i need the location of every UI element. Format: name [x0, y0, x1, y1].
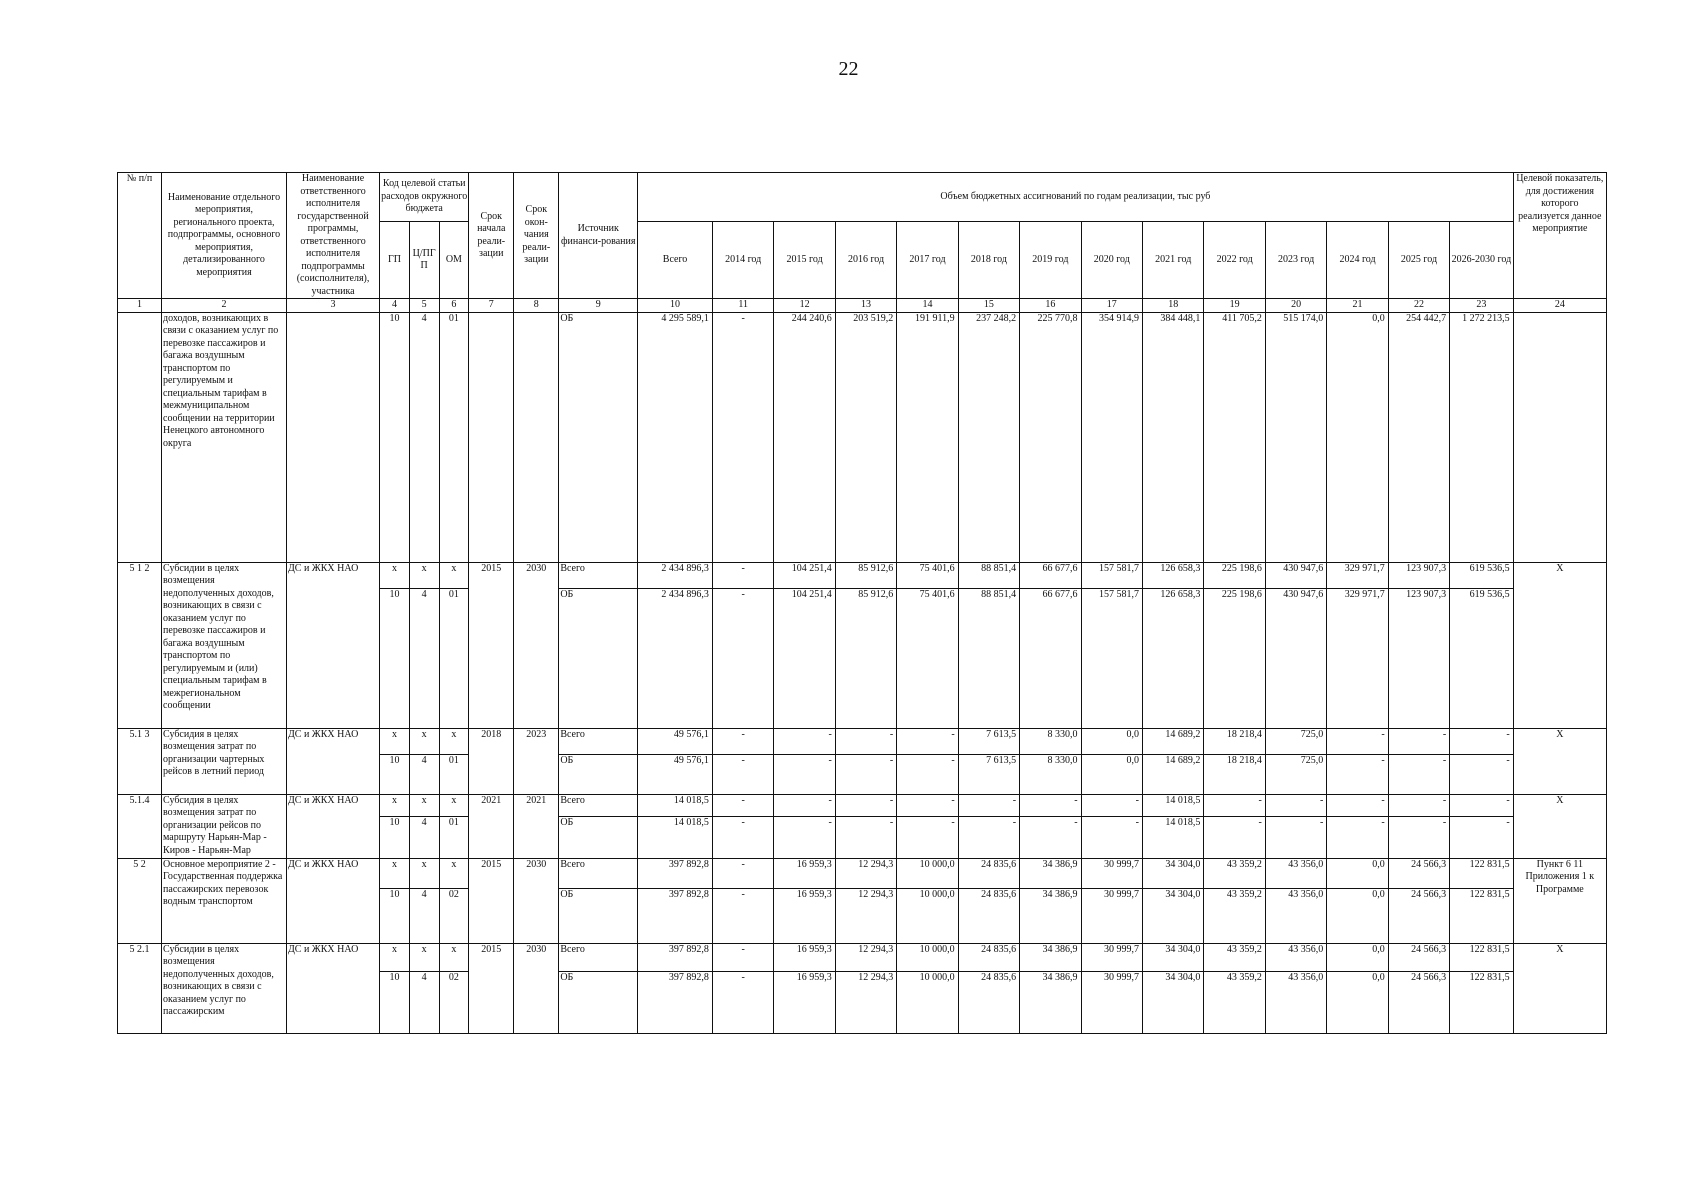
table-row	[118, 312, 1607, 562]
year-value-cell: 43 359,2	[1204, 888, 1265, 943]
year-value-cell: 203 519,2	[835, 312, 896, 562]
column-number: 4	[380, 299, 410, 313]
year-value-cell: -	[774, 728, 835, 754]
table-body	[118, 312, 1607, 1033]
row-number-cell: 5 1 2	[118, 562, 162, 728]
code-om-cell: 01	[439, 816, 469, 858]
year-value-cell: -	[897, 816, 958, 858]
year-value-cell: 7 613,5	[958, 754, 1019, 794]
year-value-cell: 14 689,2	[1142, 728, 1203, 754]
year-value-cell: -	[1450, 754, 1513, 794]
year-value-cell: 34 386,9	[1020, 858, 1081, 888]
code-pp-cell: 4	[409, 588, 439, 728]
code-gp-cell: x	[380, 943, 410, 971]
total-cell: 14 018,5	[638, 794, 713, 816]
header-code: Код целевой статьи расходов окружного бюджета	[380, 173, 469, 222]
year-value-cell: -	[835, 728, 896, 754]
year-value-cell: 12 294,3	[835, 943, 896, 971]
executor-cell: ДС и ЖКХ НАО	[286, 728, 379, 794]
year-value-cell: -	[1450, 794, 1513, 816]
funding-source-cell: Всего	[559, 728, 638, 754]
total-cell: 49 576,1	[638, 754, 713, 794]
code-om-cell: x	[439, 858, 469, 888]
year-value-cell: 30 999,7	[1081, 971, 1142, 1033]
column-number: 16	[1020, 299, 1081, 313]
year-value-cell: 12 294,3	[835, 971, 896, 1033]
year-value-cell: 14 018,5	[1142, 794, 1203, 816]
code-om-cell: 01	[439, 312, 469, 562]
table-row	[118, 562, 1607, 588]
year-value-cell: 34 386,9	[1020, 943, 1081, 971]
year-value-cell: 122 831,5	[1450, 888, 1513, 943]
year-value-cell: -	[712, 562, 773, 588]
year-value-cell: 0,0	[1081, 754, 1142, 794]
row-number-cell: 5.1.4	[118, 794, 162, 858]
year-value-cell: 0,0	[1081, 728, 1142, 754]
year-value-cell: -	[1204, 816, 1265, 858]
event-name-cell: Субсидия в целях возмещения затрат по организации рейсов по маршруту Нарьян-Мар - Киров - Нарьян-Мар	[162, 794, 287, 858]
header-year: 2018 год	[958, 222, 1019, 299]
code-pp-cell: 4	[409, 754, 439, 794]
year-value-cell: 66 677,6	[1020, 588, 1081, 728]
header-year: 2017 год	[897, 222, 958, 299]
year-value-cell: 0,0	[1327, 971, 1388, 1033]
year-value-cell: -	[712, 816, 773, 858]
funding-source-cell: ОБ	[559, 754, 638, 794]
year-value-cell: 157 581,7	[1081, 588, 1142, 728]
year-value-cell: -	[1327, 754, 1388, 794]
column-number: 1	[118, 299, 162, 313]
target-indicator-cell: X	[1513, 943, 1606, 1033]
funding-source-cell: Всего	[559, 858, 638, 888]
year-value-cell: 34 386,9	[1020, 888, 1081, 943]
column-number: 9	[559, 299, 638, 313]
year-value-cell: 8 330,0	[1020, 728, 1081, 754]
header-executor: Наименование ответственного исполнителя государственной программы, ответственного исполнителя подпрограммы (соисполнителя), участника	[286, 173, 379, 299]
total-cell: 397 892,8	[638, 888, 713, 943]
year-value-cell: 24 835,6	[958, 888, 1019, 943]
header-source: Источник финанси-рования	[559, 173, 638, 299]
header-year: 2023 год	[1265, 222, 1326, 299]
year-value-cell: 85 912,6	[835, 588, 896, 728]
table-header	[118, 173, 1607, 313]
budget-table	[117, 172, 1607, 1034]
total-cell: 2 434 896,3	[638, 588, 713, 728]
page-number: 22	[838, 58, 859, 80]
year-value-cell: -	[1388, 754, 1449, 794]
year-value-cell: 30 999,7	[1081, 943, 1142, 971]
executor-cell	[286, 312, 379, 562]
column-number: 23	[1450, 299, 1513, 313]
year-value-cell: 24 566,3	[1388, 888, 1449, 943]
column-number: 22	[1388, 299, 1449, 313]
year-value-cell: 126 658,3	[1142, 588, 1203, 728]
year-value-cell: 8 330,0	[1020, 754, 1081, 794]
header-year: 2021 год	[1142, 222, 1203, 299]
funding-source-cell: Всего	[559, 794, 638, 816]
year-value-cell: -	[1450, 728, 1513, 754]
header-gp: ГП	[380, 222, 410, 299]
executor-cell: ДС и ЖКХ НАО	[286, 858, 379, 943]
year-value-cell: -	[712, 754, 773, 794]
funding-source-cell: ОБ	[559, 971, 638, 1033]
start-year-cell: 2015	[469, 858, 514, 943]
year-value-cell: 24 835,6	[958, 858, 1019, 888]
executor-cell: ДС и ЖКХ НАО	[286, 562, 379, 728]
start-year-cell: 2018	[469, 728, 514, 794]
year-value-cell: 16 959,3	[774, 971, 835, 1033]
year-value-cell: -	[712, 728, 773, 754]
code-om-cell: x	[439, 943, 469, 971]
row-number-cell: 5 2	[118, 858, 162, 943]
start-year-cell: 2015	[469, 562, 514, 728]
header-year: 2020 год	[1081, 222, 1142, 299]
column-number: 5	[409, 299, 439, 313]
year-value-cell: 88 851,4	[958, 562, 1019, 588]
year-value-cell: -	[1081, 794, 1142, 816]
year-value-cell: 122 831,5	[1450, 943, 1513, 971]
year-value-cell: -	[897, 754, 958, 794]
total-cell: 397 892,8	[638, 943, 713, 971]
code-pp-cell: x	[409, 858, 439, 888]
code-om-cell: 01	[439, 588, 469, 728]
code-gp-cell: 10	[380, 312, 410, 562]
year-value-cell: -	[835, 816, 896, 858]
year-value-cell: -	[1020, 794, 1081, 816]
funding-source-cell: ОБ	[559, 888, 638, 943]
funding-source-cell: Всего	[559, 562, 638, 588]
total-cell: 14 018,5	[638, 816, 713, 858]
column-number: 21	[1327, 299, 1388, 313]
year-value-cell: -	[1388, 794, 1449, 816]
target-indicator-cell: X	[1513, 794, 1606, 858]
year-value-cell: 725,0	[1265, 728, 1326, 754]
code-gp-cell: x	[380, 728, 410, 754]
header-year: 2016 год	[835, 222, 896, 299]
code-om-cell: 02	[439, 971, 469, 1033]
year-value-cell: -	[712, 588, 773, 728]
year-value-cell: 34 304,0	[1142, 943, 1203, 971]
column-number: 10	[638, 299, 713, 313]
year-value-cell: 157 581,7	[1081, 562, 1142, 588]
target-indicator-cell	[1513, 312, 1606, 562]
header-year: 2022 год	[1204, 222, 1265, 299]
row-number-cell	[118, 312, 162, 562]
year-value-cell: 1 272 213,5	[1450, 312, 1513, 562]
year-value-cell: 12 294,3	[835, 888, 896, 943]
year-value-cell: -	[1327, 794, 1388, 816]
year-value-cell: 122 831,5	[1450, 971, 1513, 1033]
end-year-cell	[514, 312, 559, 562]
code-gp-cell: 10	[380, 816, 410, 858]
code-gp-cell: x	[380, 562, 410, 588]
column-number: 17	[1081, 299, 1142, 313]
funding-source-cell: Всего	[559, 943, 638, 971]
code-om-cell: x	[439, 728, 469, 754]
year-value-cell: 16 959,3	[774, 888, 835, 943]
year-value-cell: 254 442,7	[1388, 312, 1449, 562]
header-start: Срок начала реали-зации	[469, 173, 514, 299]
table-row	[118, 794, 1607, 816]
code-pp-cell: x	[409, 562, 439, 588]
year-value-cell: 0,0	[1327, 943, 1388, 971]
year-value-cell: -	[1388, 816, 1449, 858]
header-year: 2019 год	[1020, 222, 1081, 299]
column-number: 2	[162, 299, 287, 313]
total-cell: 49 576,1	[638, 728, 713, 754]
event-name-cell: Субсидии в целях возмещения недополученных доходов, возникающих в связи с оказанием услуг по пассажирским	[162, 943, 287, 1033]
code-pp-cell: x	[409, 943, 439, 971]
year-value-cell: 10 000,0	[897, 971, 958, 1033]
year-value-cell: -	[1450, 816, 1513, 858]
year-value-cell: -	[712, 858, 773, 888]
target-indicator-cell: X	[1513, 562, 1606, 728]
year-value-cell: -	[712, 943, 773, 971]
year-value-cell: -	[712, 312, 773, 562]
year-value-cell: 16 959,3	[774, 943, 835, 971]
code-gp-cell: 10	[380, 754, 410, 794]
code-om-cell: 02	[439, 888, 469, 943]
code-gp-cell: 10	[380, 971, 410, 1033]
header-budget: Объем бюджетных ассигнований по годам реализации, тыс руб	[638, 173, 1513, 222]
year-value-cell: 354 914,9	[1081, 312, 1142, 562]
year-value-cell: 10 000,0	[897, 888, 958, 943]
year-value-cell: -	[1265, 794, 1326, 816]
year-value-cell: 10 000,0	[897, 858, 958, 888]
year-value-cell: -	[1081, 816, 1142, 858]
year-value-cell: -	[1388, 728, 1449, 754]
event-name-cell: Субсидии в целях возмещения недополученных доходов, возникающих в связи с оказанием услуг по перевозке пассажиров и багажа воздушным транспортом по регулируемым и (или) специальным тарифам в межрегиональном сообщении	[162, 562, 287, 728]
year-value-cell: 123 907,3	[1388, 562, 1449, 588]
year-value-cell: 14 018,5	[1142, 816, 1203, 858]
header-total: Всего	[638, 222, 713, 299]
year-value-cell: -	[1020, 816, 1081, 858]
header-year: 2024 год	[1327, 222, 1388, 299]
code-pp-cell: 4	[409, 971, 439, 1033]
code-om-cell: x	[439, 794, 469, 816]
year-value-cell: 225 198,6	[1204, 562, 1265, 588]
column-number: 20	[1265, 299, 1326, 313]
code-pp-cell: 4	[409, 816, 439, 858]
year-value-cell: 30 999,7	[1081, 888, 1142, 943]
year-value-cell: -	[712, 794, 773, 816]
code-pp-cell: x	[409, 794, 439, 816]
funding-source-cell: ОБ	[559, 588, 638, 728]
column-number: 11	[712, 299, 773, 313]
year-value-cell: 7 613,5	[958, 728, 1019, 754]
total-cell: 397 892,8	[638, 858, 713, 888]
year-value-cell: 43 356,0	[1265, 888, 1326, 943]
year-value-cell: -	[1265, 816, 1326, 858]
header-year: 2015 год	[774, 222, 835, 299]
executor-cell: ДС и ЖКХ НАО	[286, 794, 379, 858]
year-value-cell: 24 566,3	[1388, 971, 1449, 1033]
column-number: 12	[774, 299, 835, 313]
year-value-cell: -	[1327, 816, 1388, 858]
year-value-cell: 34 304,0	[1142, 858, 1203, 888]
year-value-cell: 123 907,3	[1388, 588, 1449, 728]
funding-source-cell: ОБ	[559, 816, 638, 858]
code-gp-cell: x	[380, 858, 410, 888]
header-year: 2014 год	[712, 222, 773, 299]
year-value-cell: 43 356,0	[1265, 858, 1326, 888]
year-value-cell: 30 999,7	[1081, 858, 1142, 888]
year-value-cell: 104 251,4	[774, 562, 835, 588]
code-pp-cell: x	[409, 728, 439, 754]
table-row	[118, 858, 1607, 888]
year-value-cell: 16 959,3	[774, 858, 835, 888]
year-value-cell: -	[774, 794, 835, 816]
total-cell: 2 434 896,3	[638, 562, 713, 588]
column-number: 8	[514, 299, 559, 313]
year-value-cell: -	[712, 888, 773, 943]
end-year-cell: 2030	[514, 943, 559, 1033]
year-value-cell: -	[712, 971, 773, 1033]
year-value-cell: 66 677,6	[1020, 562, 1081, 588]
year-value-cell: 18 218,4	[1204, 754, 1265, 794]
year-value-cell: 24 566,3	[1388, 858, 1449, 888]
column-number: 18	[1142, 299, 1203, 313]
column-number: 19	[1204, 299, 1265, 313]
table-row	[118, 943, 1607, 971]
header-year: 2026-2030 год	[1450, 222, 1513, 299]
year-value-cell: 43 356,0	[1265, 971, 1326, 1033]
end-year-cell: 2023	[514, 728, 559, 794]
year-value-cell: 384 448,1	[1142, 312, 1203, 562]
year-value-cell: 14 689,2	[1142, 754, 1203, 794]
end-year-cell: 2030	[514, 858, 559, 943]
code-gp-cell: 10	[380, 588, 410, 728]
year-value-cell: -	[1327, 728, 1388, 754]
row-number-cell: 5.1 3	[118, 728, 162, 794]
year-value-cell: 237 248,2	[958, 312, 1019, 562]
column-number: 14	[897, 299, 958, 313]
start-year-cell: 2021	[469, 794, 514, 858]
year-value-cell: 0,0	[1327, 858, 1388, 888]
year-value-cell: -	[958, 816, 1019, 858]
year-value-cell: 34 304,0	[1142, 888, 1203, 943]
year-value-cell: 43 356,0	[1265, 943, 1326, 971]
year-value-cell: 430 947,6	[1265, 588, 1326, 728]
year-value-cell: 24 566,3	[1388, 943, 1449, 971]
total-cell: 397 892,8	[638, 971, 713, 1033]
code-pp-cell: 4	[409, 888, 439, 943]
funding-source-cell: ОБ	[559, 312, 638, 562]
year-value-cell: 18 218,4	[1204, 728, 1265, 754]
year-value-cell: 34 386,9	[1020, 971, 1081, 1033]
row-number-cell: 5 2.1	[118, 943, 162, 1033]
year-value-cell: 12 294,3	[835, 858, 896, 888]
year-value-cell: 10 000,0	[897, 943, 958, 971]
target-indicator-cell: X	[1513, 728, 1606, 794]
header-year: 2025 год	[1388, 222, 1449, 299]
year-value-cell: 85 912,6	[835, 562, 896, 588]
end-year-cell: 2021	[514, 794, 559, 858]
event-name-cell: доходов, возникающих в связи с оказанием услуг по перевозке пассажиров и багажа воздушным транспортом по регулируемым и специальным тарифам в межмуниципальном сообщении на территории Ненецкого автономного округа	[162, 312, 287, 562]
year-value-cell: 0,0	[1327, 888, 1388, 943]
total-cell: 4 295 589,1	[638, 312, 713, 562]
header-target: Целевой показатель, для достижения которого реализуется данное мероприятие	[1513, 173, 1606, 299]
year-value-cell: 191 911,9	[897, 312, 958, 562]
year-value-cell: -	[1204, 794, 1265, 816]
end-year-cell: 2030	[514, 562, 559, 728]
start-year-cell: 2015	[469, 943, 514, 1033]
year-value-cell: 34 304,0	[1142, 971, 1203, 1033]
year-value-cell: 225 770,8	[1020, 312, 1081, 562]
code-gp-cell: x	[380, 794, 410, 816]
header-num: № п/п	[118, 173, 162, 299]
year-value-cell: 24 835,6	[958, 971, 1019, 1033]
year-value-cell: 619 536,5	[1450, 588, 1513, 728]
year-value-cell: 24 835,6	[958, 943, 1019, 971]
year-value-cell: 104 251,4	[774, 588, 835, 728]
header-om: ОМ	[439, 222, 469, 299]
column-numbers-row	[118, 299, 1607, 313]
year-value-cell: -	[774, 816, 835, 858]
target-indicator-cell: Пункт 6 11 Приложения 1 к Программе	[1513, 858, 1606, 943]
year-value-cell: -	[835, 754, 896, 794]
year-value-cell: 122 831,5	[1450, 858, 1513, 888]
column-number: 3	[286, 299, 379, 313]
column-number: 24	[1513, 299, 1606, 313]
code-gp-cell: 10	[380, 888, 410, 943]
code-om-cell: x	[439, 562, 469, 588]
header-name: Наименование отдельного мероприятия, регионального проекта, подпрограммы, основного мероприятия, детализированного мероприятия	[162, 173, 287, 299]
year-value-cell: -	[774, 754, 835, 794]
year-value-cell: 43 359,2	[1204, 971, 1265, 1033]
start-year-cell	[469, 312, 514, 562]
header-end: Срок окон-чания реали-зации	[514, 173, 559, 299]
code-om-cell: 01	[439, 754, 469, 794]
year-value-cell: 88 851,4	[958, 588, 1019, 728]
year-value-cell: 225 198,6	[1204, 588, 1265, 728]
year-value-cell: -	[958, 794, 1019, 816]
year-value-cell: 430 947,6	[1265, 562, 1326, 588]
year-value-cell: -	[835, 794, 896, 816]
table-row	[118, 728, 1607, 754]
column-number: 13	[835, 299, 896, 313]
code-pp-cell: 4	[409, 312, 439, 562]
header-pp: Ц/ПГ П	[409, 222, 439, 299]
year-value-cell: 619 536,5	[1450, 562, 1513, 588]
year-value-cell: -	[897, 728, 958, 754]
event-name-cell: Субсидия в целях возмещения затрат по организации чартерных рейсов в летний период	[162, 728, 287, 794]
year-value-cell: 75 401,6	[897, 562, 958, 588]
column-number: 15	[958, 299, 1019, 313]
year-value-cell: 43 359,2	[1204, 943, 1265, 971]
year-value-cell: 725,0	[1265, 754, 1326, 794]
year-value-cell: 43 359,2	[1204, 858, 1265, 888]
executor-cell: ДС и ЖКХ НАО	[286, 943, 379, 1033]
event-name-cell: Основное мероприятие 2 - Государственная поддержка пассажирских перевозок водным транспортом	[162, 858, 287, 943]
column-number: 7	[469, 299, 514, 313]
year-value-cell: 411 705,2	[1204, 312, 1265, 562]
year-value-cell: 244 240,6	[774, 312, 835, 562]
year-value-cell: 515 174,0	[1265, 312, 1326, 562]
year-value-cell: 126 658,3	[1142, 562, 1203, 588]
year-value-cell: 75 401,6	[897, 588, 958, 728]
year-value-cell: 329 971,7	[1327, 588, 1388, 728]
year-value-cell: 0,0	[1327, 312, 1388, 562]
year-value-cell: 329 971,7	[1327, 562, 1388, 588]
column-number: 6	[439, 299, 469, 313]
year-value-cell: -	[897, 794, 958, 816]
